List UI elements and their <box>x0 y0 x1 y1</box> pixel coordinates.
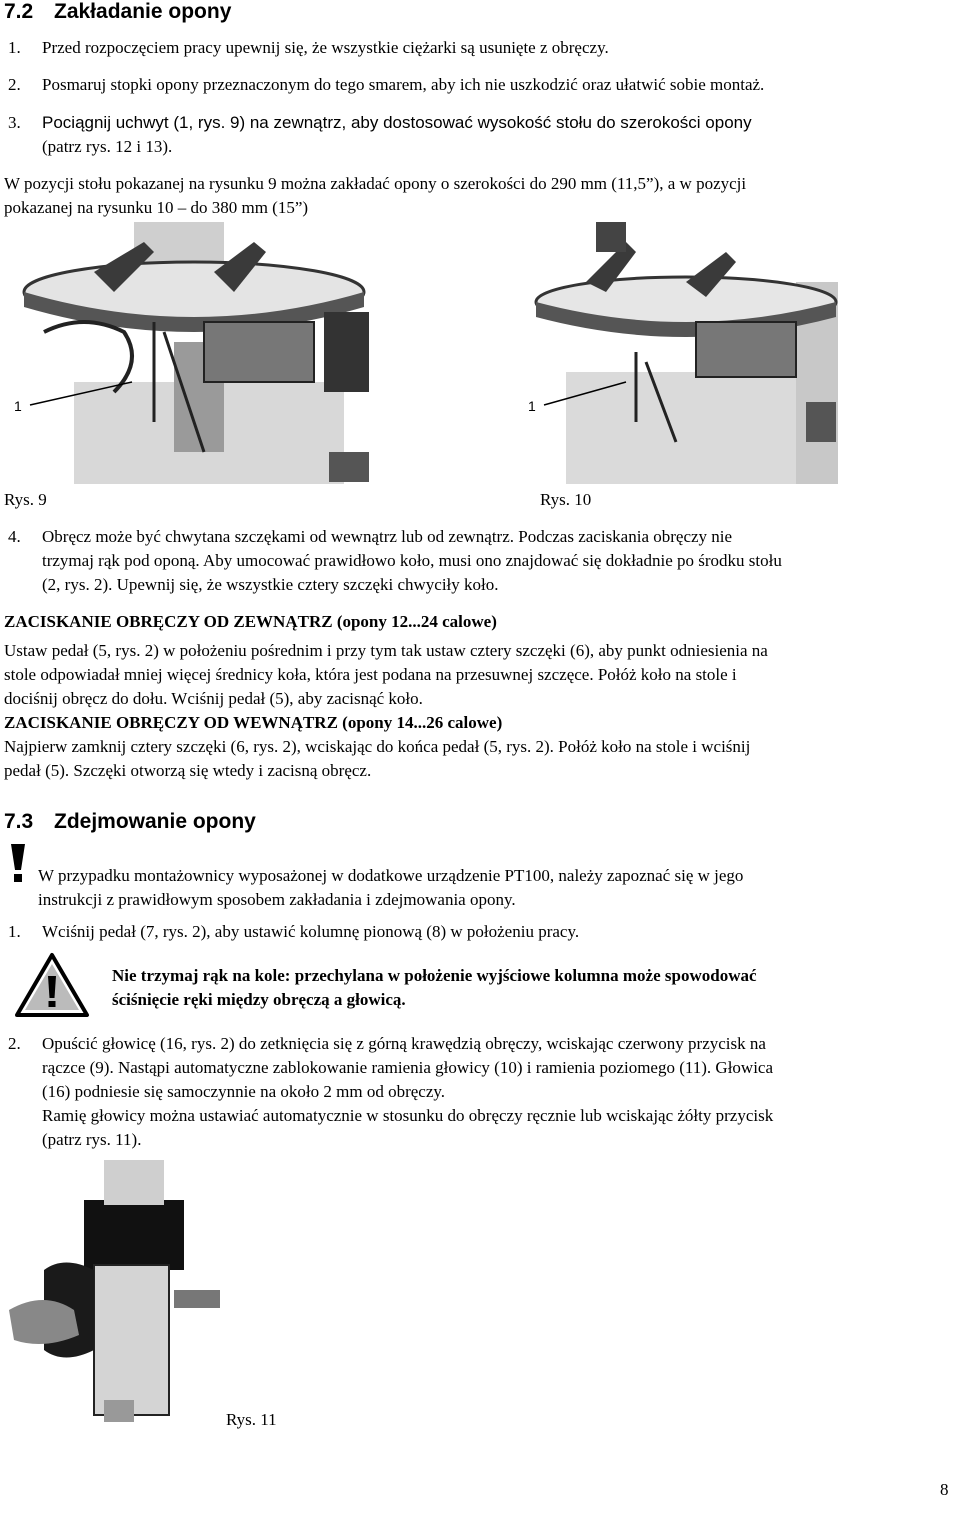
figure-10-photo <box>526 222 838 484</box>
list-text: (2, rys. 2). Upewnij się, że wszystkie cztery szczęki chwyciły koło. <box>42 575 499 594</box>
figure-caption: Rys. 10 <box>540 490 592 509</box>
list-number: 1. <box>8 38 21 57</box>
section-title: Zakładanie opony <box>54 0 232 23</box>
subheading: ZACISKANIE OBRĘCZY OD WEWNĄTRZ (opony 14...26 calowe) <box>4 713 503 732</box>
list-text: Pociągnij uchwyt (1, rys. 9) na zewnątrz, aby dostosować wysokość stołu do szerokości opony <box>42 113 752 132</box>
tire-changer-table-image <box>526 222 838 484</box>
exclamation-icon <box>8 844 28 884</box>
list-text: trzymaj rąk pod oponą. Aby umocować prawidłowo koło, musi ono znajdować się dokładnie po środku stołu <box>42 551 782 570</box>
list-number: 4. <box>8 527 21 546</box>
note-line: W przypadku montażownicy wyposażonej w dodatkowe urządzenie PT100, należy zapoznać się w jego <box>38 866 744 885</box>
list-text: Opuścić głowicę (16, rys. 2) do zetknięcia się z górną krawędzią obręczy, wciskając czerwony przycisk na <box>42 1034 766 1053</box>
list-text: Ramię głowicy można ustawiać automatycznie w stosunku do obręczy ręcznie lub wciskając żółty przycisk <box>42 1106 774 1125</box>
list-text: Przed rozpoczęciem pracy upewnij się, że wszystkie ciężarki są usunięte z obręczy. <box>42 38 609 57</box>
subheading: ZACISKANIE OBRĘCZY OD ZEWNĄTRZ (opony 12...24 calowe) <box>4 612 497 631</box>
list-number: 2. <box>8 75 21 94</box>
section-number: 7.3 <box>4 810 34 833</box>
list-number: 2. <box>8 1034 21 1053</box>
list-text: Obręcz może być chwytana szczękami od wewnątrz lub od zewnątrz. Podczas zaciskania obręczy nie <box>42 527 733 546</box>
list-text: Posmaruj stopki opony przeznaczonym do tego smarem, aby ich nie uszkodzić oraz ułatwić sobie montaż. <box>42 75 765 94</box>
paragraph-line: pokazanej na rysunku 10 – do 380 mm (15”) <box>4 198 309 217</box>
list-number: 1. <box>8 922 21 941</box>
paragraph-line: dociśnij obręcz do dołu. Wciśnij pedał (5), aby zacisnąć koło. <box>4 689 423 708</box>
list-text-continued: (patrz rys. 12 i 13). <box>42 137 173 156</box>
list-text: Wciśnij pedał (7, rys. 2), aby ustawić kolumnę pionową (8) w położeniu pracy. <box>42 922 580 941</box>
list-number: 3. <box>8 113 21 132</box>
section-title: Zdejmowanie opony <box>54 810 256 833</box>
paragraph-line: stole odpowiadał mniej więcej średnicy koła, która jest podana na przesuwnej szczęce. Połóż koło na stole i <box>4 665 737 684</box>
callout-label: 1 <box>528 398 536 414</box>
section-heading-7-2 <box>4 0 231 24</box>
warning-line: Nie trzymaj rąk na kole: przechylana w położenie wyjściowe kolumna może spowodować <box>112 966 757 985</box>
warning-triangle-icon <box>14 952 90 1018</box>
figure-caption: Rys. 11 <box>226 1410 277 1429</box>
section-number: 7.2 <box>4 0 34 23</box>
paragraph-line: Ustaw pedał (5, rys. 2) w położeniu pośrednim i przy tym tak ustaw cztery szczęki (6), aby punkt odniesienia na <box>4 641 768 660</box>
list-text: (16) podniesie się samoczynnie na około 2 mm od obręczy. <box>42 1082 446 1101</box>
paragraph-line: W pozycji stołu pokazanej na rysunku 9 można zakładać opony o szerokości do 290 mm (11,5”), a w pozycji <box>4 174 747 193</box>
list-text: (patrz rys. 11). <box>42 1130 142 1149</box>
page-number: 8 <box>940 1480 949 1499</box>
figure-9-photo <box>4 222 376 484</box>
section-heading-7-3 <box>4 810 256 834</box>
figure-11-photo <box>4 1160 220 1422</box>
list-text: rączce (9). Nastąpi automatyczne zablokowanie ramienia głowicy (10) i ramienia poziomego (11). Głowica <box>42 1058 774 1077</box>
tool-head-image <box>4 1160 220 1422</box>
warning-line: ściśnięcie ręki między obręczą a głowicą. <box>112 990 406 1009</box>
note-line: instrukcji z prawidłowym sposobem zakładania i zdejmowania opony. <box>38 890 516 909</box>
paragraph-line: pedał (5). Szczęki otworzą się wtedy i zacisną obręcz. <box>4 761 372 780</box>
callout-label: 1 <box>14 398 22 414</box>
figure-caption: Rys. 9 <box>4 490 47 509</box>
paragraph-line: Najpierw zamknij cztery szczęki (6, rys. 2), wciskając do końca pedał (5, rys. 2). Połóż koło na stole i wciśnij <box>4 737 751 756</box>
tire-changer-table-image <box>4 222 376 484</box>
